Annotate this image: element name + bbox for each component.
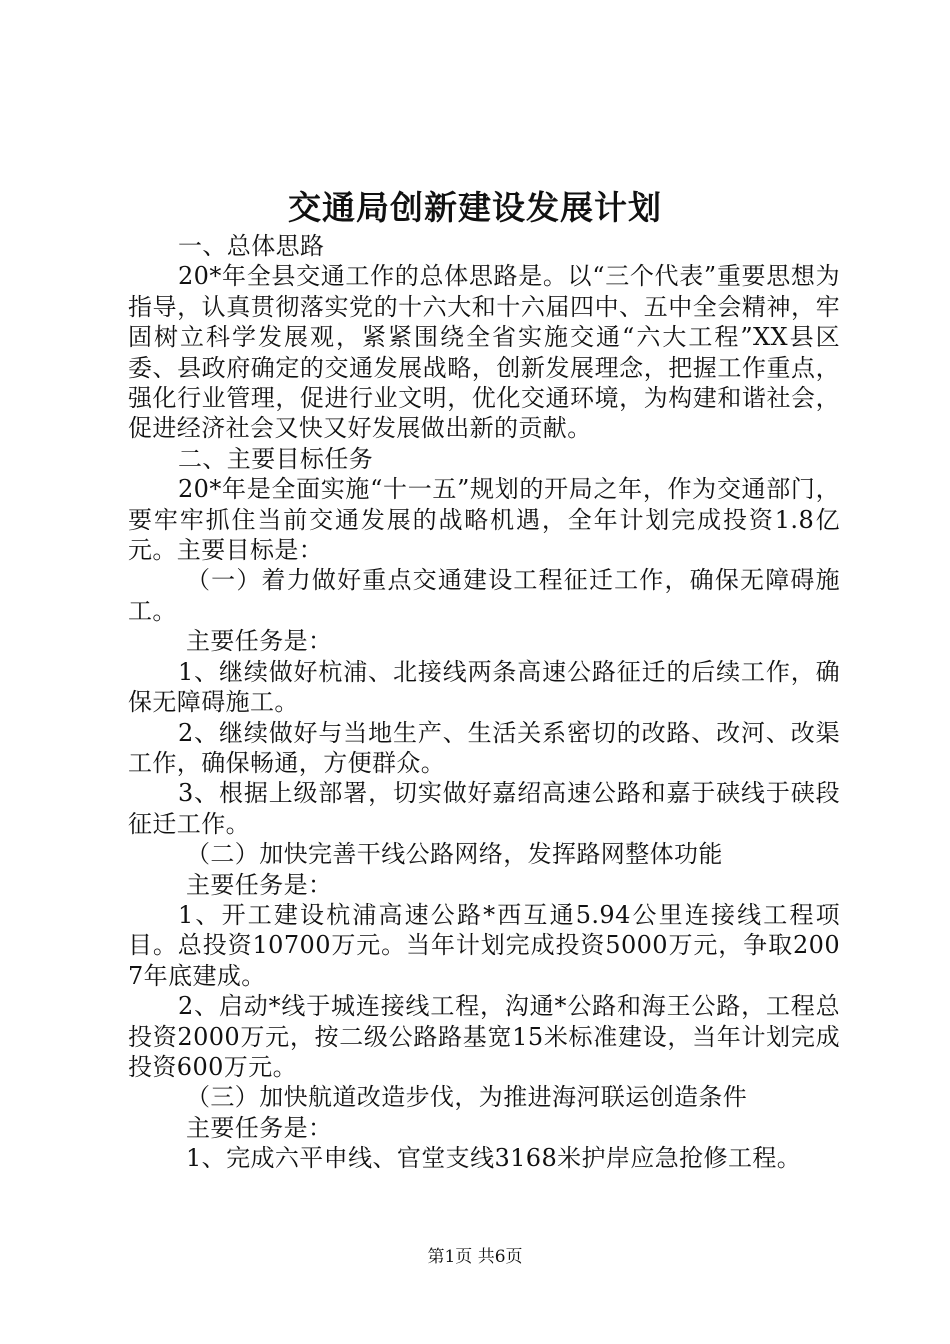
subsection-heading: （三）加快航道改造步伐，为推进海河联运创造条件 (186, 1083, 748, 1112)
list-item: 2、启动*线于城连接线工程，沟通*公路和海王公路，工程总投资2000万元，按二级公路路基宽15米标准建设，当年计划完成投资600万元。 (128, 992, 840, 1081)
document-title: 交通局创新建设发展计划 (288, 188, 662, 227)
task-label: 主要任务是： (186, 627, 333, 656)
paragraph: 20*年是全面实施“十一五”规划的开局之年，作为交通部门，要牢牢抓住当前交通发展的战略机遇，全年计划完成投资1.8亿元。主要目标是： (128, 475, 840, 565)
list-item: 1、开工建设杭浦高速公路*西互通5.94公里连接线工程项目。总投资10700万元。当年计划完成投资5000万元，争取2007年底建成。 (128, 900, 840, 990)
section-heading: 二、主要目标任务 (178, 444, 374, 473)
page-footer: 第1页 共6页 (427, 1247, 523, 1267)
document-body (128, 231, 840, 1174)
subsection-heading: （二）加快完善干线公路网络，发挥路网整体功能 (186, 840, 723, 869)
task-label: 主要任务是： (186, 1113, 333, 1142)
subsection-heading: （一）着力做好重点交通建设工程征迁工作，确保无障碍施工。 (128, 566, 840, 625)
task-label: 主要任务是： (186, 870, 333, 899)
section-heading: 一、总体思路 (178, 232, 325, 260)
list-item: 1、完成六平申线、官堂支线3168米护岸应急抢修工程。 (186, 1144, 802, 1173)
list-item: 3、根据上级部署，切实做好嘉绍高速公路和嘉于硖线于硖段征迁工作。 (128, 779, 840, 838)
list-item: 2、继续做好与当地生产、生活关系密切的改路、改河、改渠工作，确保畅通，方便群众。 (128, 718, 840, 777)
paragraph: 20*年全县交通工作的总体思路是。以“三个代表”重要思想为指导，认真贯彻落实党的十六大和十六届四中、五中全会精神，牢固树立科学发展观，紧紧围绕全省实施交通“六大工程”XX县区委、县政府确定的交通发展战略，创新发展理念，把握工作重点，强化行业管理，促进行业文明，优化交通环境，为构建和谐社会，促进经济社会又快又好发展做出新的贡献。 (128, 262, 840, 443)
list-item: 1、继续做好杭浦、北接线两条高速公路征迁的后续工作，确保无障碍施工。 (128, 657, 840, 717)
